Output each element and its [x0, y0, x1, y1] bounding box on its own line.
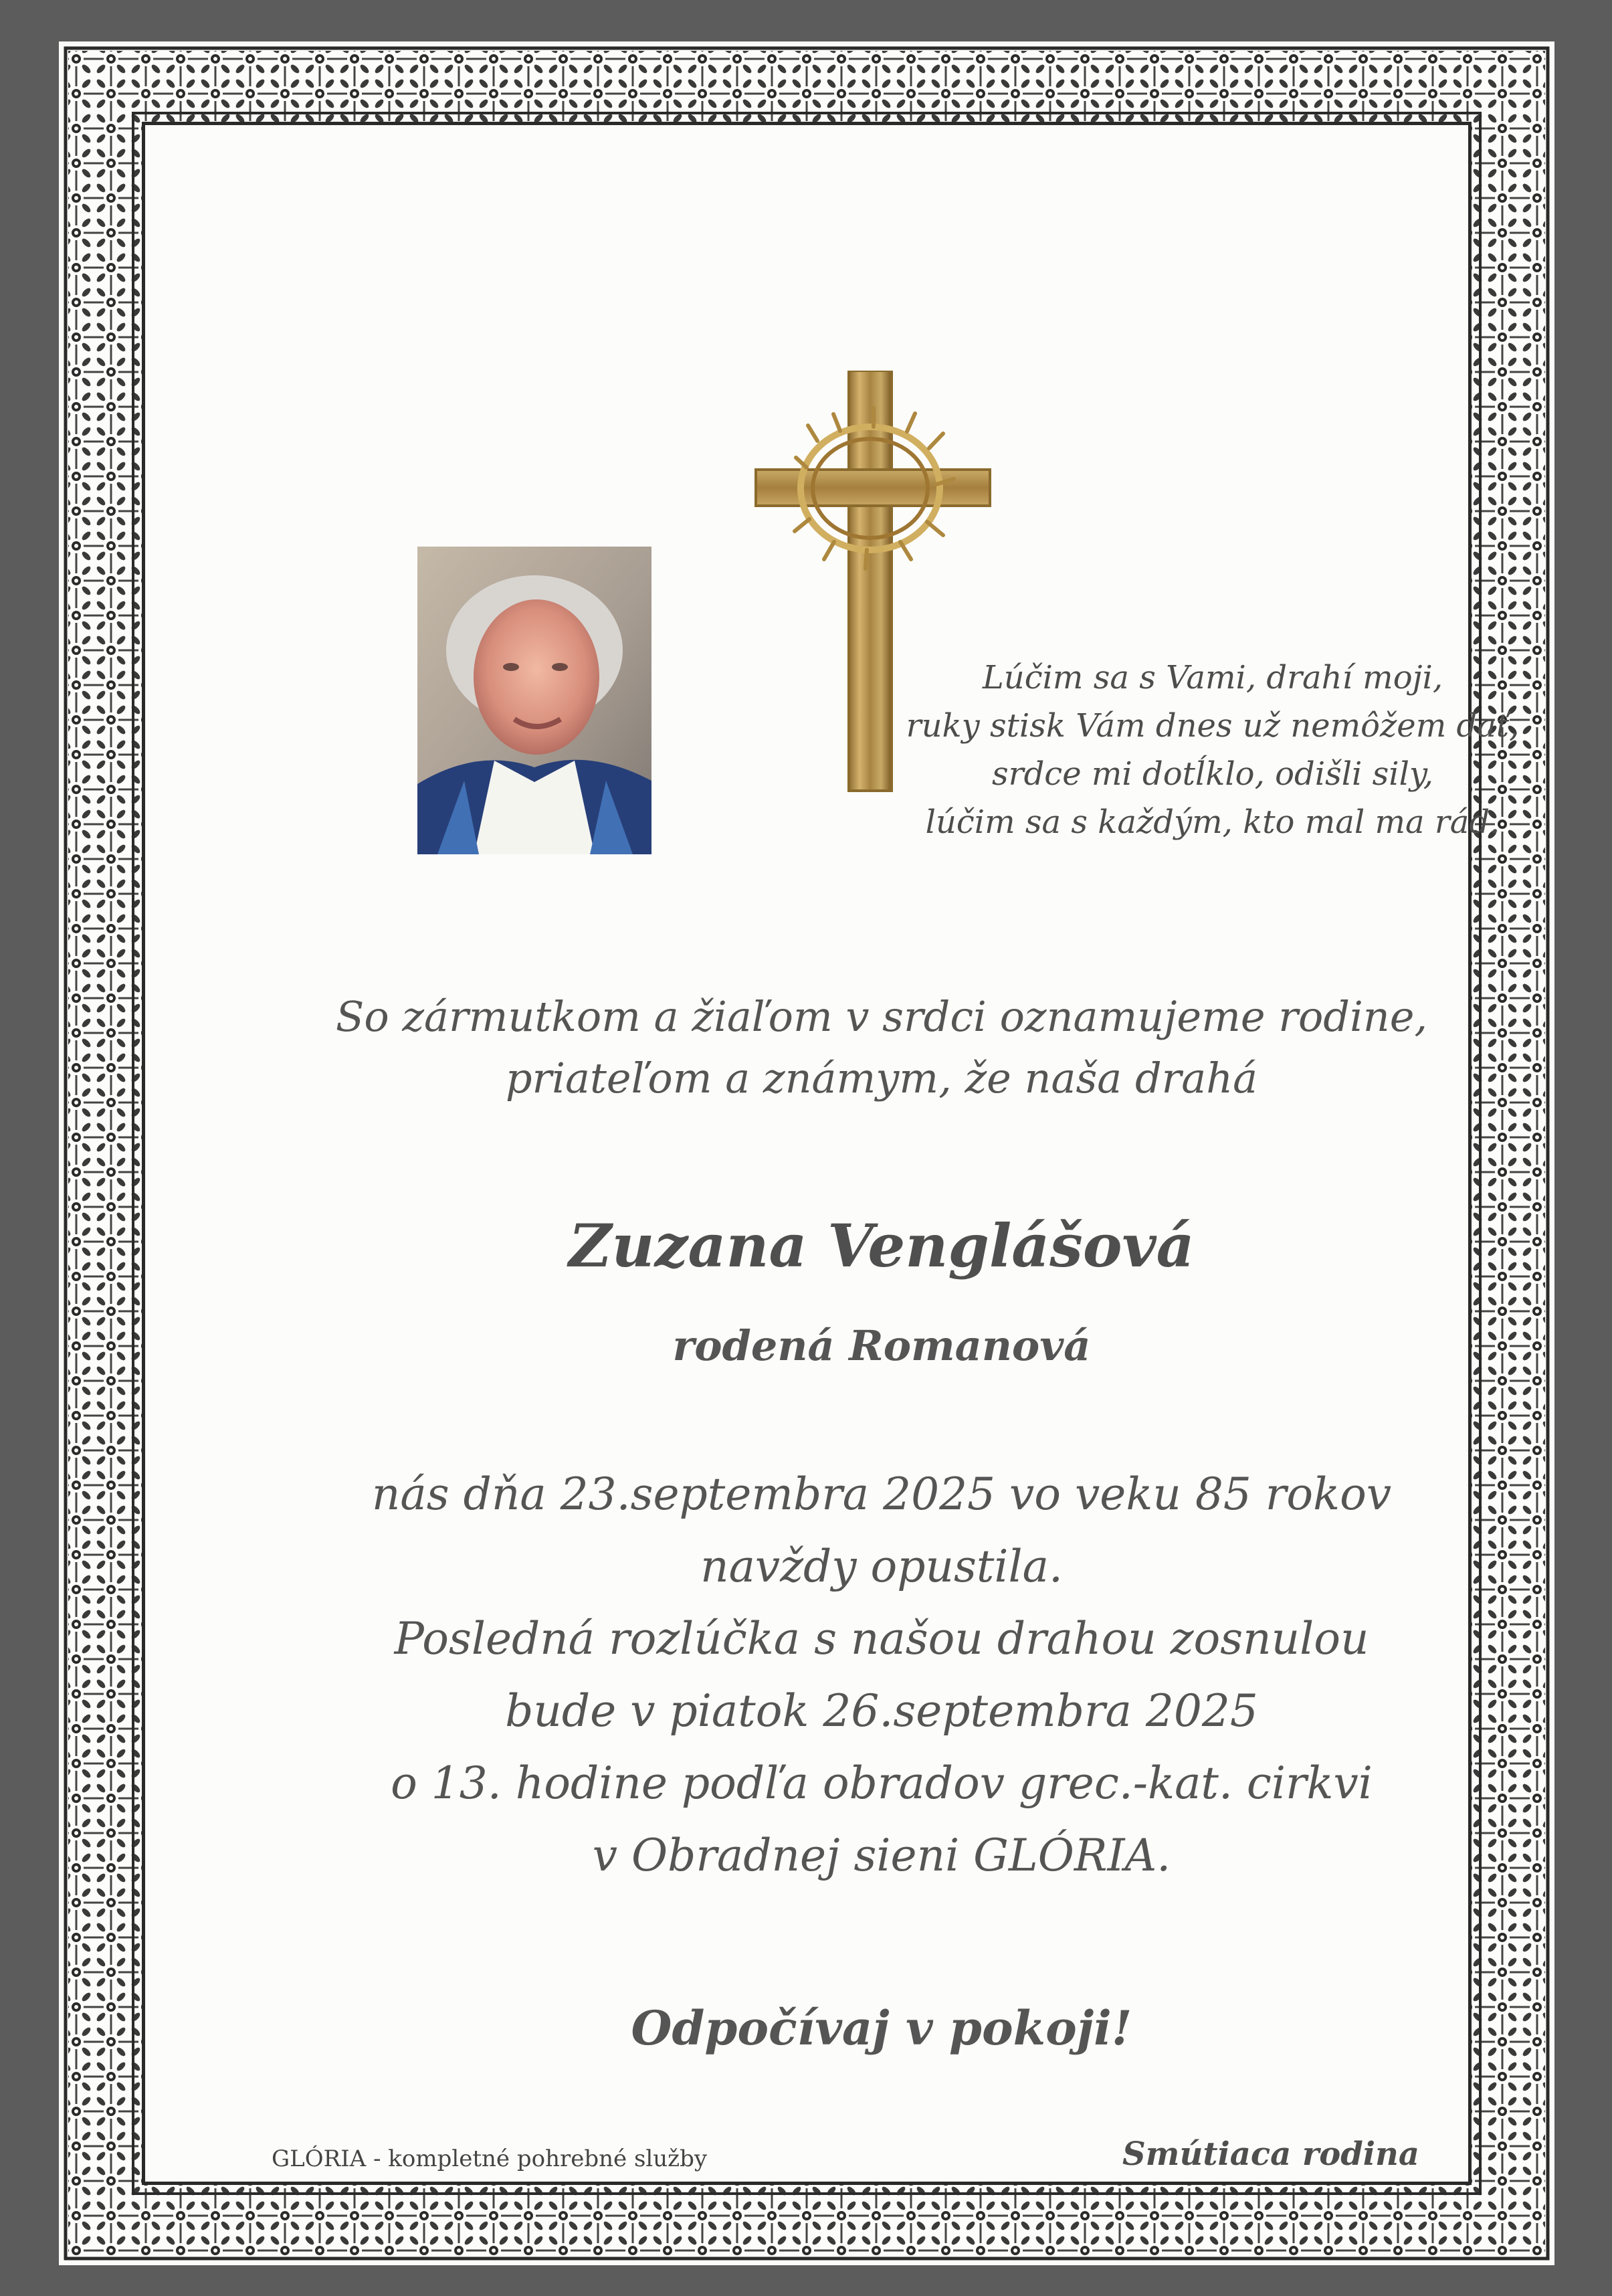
poem: [868, 654, 1557, 846]
obituary-card: [59, 41, 1554, 2265]
details-line-4: bude v piatok 26.septembra 2025: [505, 1685, 1258, 1737]
poem-line-4: lúčim sa s každým, kto mal ma rád.: [925, 803, 1500, 841]
details-line-3: Posledná rozlúčka s našou drahou zosnulou: [394, 1613, 1369, 1664]
details-line-2: navždy opustila.: [700, 1541, 1063, 1592]
farewell-message: Odpočívaj v pokoji!: [631, 2000, 1132, 2056]
family-signature: Smútiaca rodina: [1122, 2135, 1419, 2173]
details-line-6: v Obradnej sieni GLÓRIA.: [592, 1830, 1171, 1881]
intro-line-1: So zármutkom a žiaľom v srdci oznamujeme rodine,: [335, 992, 1428, 1041]
funeral-details: [340, 1458, 1423, 1892]
details-line-1: nás dňa 23.septembra 2025 vo veku 85 rokov: [371, 1468, 1392, 1520]
poem-line-1: Lúčim sa s Vami, drahí moji,: [982, 659, 1443, 696]
announcement-intro: [280, 986, 1484, 1109]
maiden-name: rodená Romanová: [672, 1321, 1091, 1370]
details-line-5: o 13. hodine podľa obradov grec.-kat. cirkvi: [391, 1757, 1373, 1809]
intro-line-2: priateľom a známym, že naša drahá: [505, 1054, 1258, 1103]
poem-line-2: ruky stisk Vám dnes už nemôžem dať,: [906, 707, 1520, 745]
deceased-name: Zuzana Venglášová: [569, 1211, 1195, 1280]
poem-line-3: srdce mi dotĺklo, odišli sily,: [992, 755, 1433, 793]
portrait-photo-icon: [417, 547, 651, 854]
company-footer: GLÓRIA - kompletné pohrebné služby: [272, 2145, 708, 2172]
